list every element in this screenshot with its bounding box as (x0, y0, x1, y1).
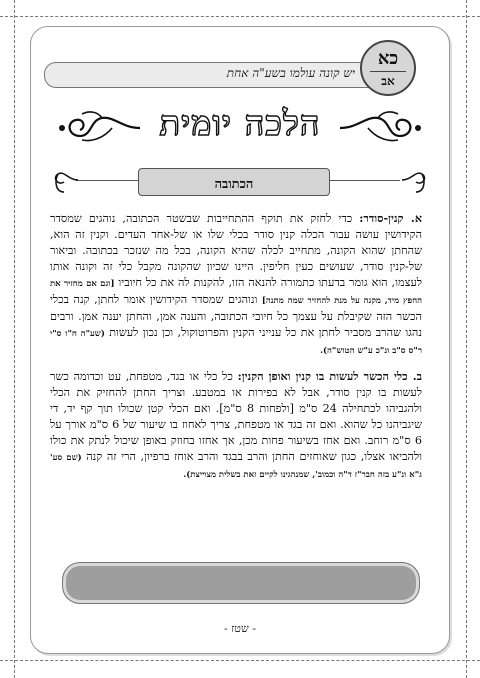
corner-flourish-left-icon (50, 166, 80, 196)
paragraph-2 (50, 368, 422, 483)
paragraph-1-tail: ונוהגים שמסדר הקידושין אומר לחתן, קנה בכלי הכשר הזה שקיבלת על עצמך כל חיובי הכתובה, והענה אמן, והחתן יענה אמן. ורבים נהגו שהרב מסביר לחתן את כל ענייני הקנין והפרוטוקול, וכן נכון לעשות (50, 293, 422, 339)
paragraph-2-body: כל כלי או בגד, מטפחת, עט וכדומה כשר לעשות בו קנין סודר, אבל לא בפירות או במטבע. וצריך החתן להחזיק את הכלי ולהגביהו לכתחילה 24 ס"מ [ולפחות 8 ס"מ]. ואם הכלי קטן שכולו תוך קף יד, די שיגביהנו כל שהוא. ואם זה בגד או מטפחת, צריך לאחוז בו שיעור של 6 ס"מ אורך על 6 ס"מ רוחב. ואם אחז בשיעור פחות מכן, אך אחזו בחוזק באופן שיכול לנתק את כולו ולהביאו אצלו, כגון שאוחזים החתן והרב בבגד והרב אוחז ברפיון, הרי זה קנה (50, 370, 422, 463)
cut-line-top (0, 16, 480, 17)
paragraph-1-source: (שע"ה ח"ו ס"י ר"ס ס"ב ונ"כ ע"ש הטוש"ה). (50, 329, 422, 356)
bottom-notes-box (62, 562, 420, 604)
date-seal (360, 40, 416, 96)
date-seal-month: אב (381, 74, 395, 88)
header-banner-text: יש קונה עולמו בשע"ה אחת (226, 66, 355, 80)
paragraph-1-body: כדי לחזק את תוקף ההתחייבות שבשטר הכתובה, נוהגים שמסדר הקידושין עושה עבור הכלה קנין סודר בכלי שלו או של-אחד העדים. וקנין זה הוא, שהחתן שהוא הקונה, מתחייב לכלה שהיא הקונה, בכל מה שנזכר בכתובה. וביאור של-קנין סודר, שעושים כעין חליפין. היינו שכיון שהקונה מקבל כלי זה וקונה אותו לעצמו, הוא גומר בדעתו כתמורה להנאה הזו, להקנות לה את כל חיוביו (50, 212, 423, 289)
cut-line-left (14, 0, 15, 678)
banner-rail-right (328, 180, 400, 181)
cut-line-bottom (0, 660, 480, 661)
halacha-content (50, 210, 422, 492)
date-seal-number: כא (377, 48, 399, 69)
title-area (52, 100, 428, 152)
paragraph-1-heading: א. קנין-סודר: (359, 211, 423, 225)
date-seal-divider (370, 71, 406, 72)
section-title-banner (138, 168, 330, 196)
paragraph-1 (50, 210, 422, 359)
paragraph-2-heading: ב. כלי הכשר לעשות בו קנין ואופן הקנין: (237, 369, 422, 383)
paragraph-2-source: (שם סע' ג"א ונ"ע בזה חבר"ז ד"ה וכמוב', שמנהגינו לקיים זאת בשלית מצוייצת). (50, 453, 422, 480)
corner-flourish-right-icon (400, 166, 430, 196)
page-title: הלכה יומית (159, 104, 321, 144)
header-banner (44, 62, 370, 88)
paragraph-1-bracket-note: [וגם אם מחזיר את החפץ מיד, מקנה על מנת להחזיר שמה מתנה] (50, 279, 422, 306)
page-number: - שטז - (224, 622, 256, 635)
cut-line-right (466, 0, 467, 678)
banner-rail-left (76, 180, 138, 181)
section-title: הכתובה (214, 177, 254, 192)
